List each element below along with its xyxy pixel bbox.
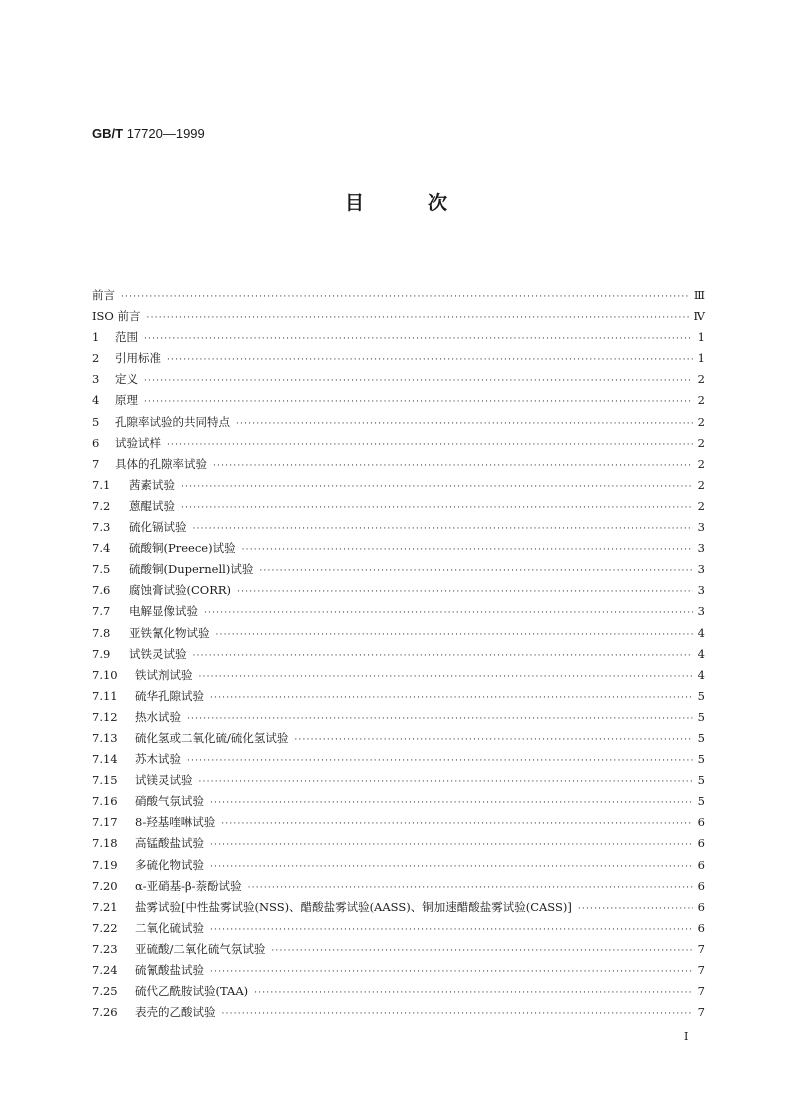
dot-leader — [210, 798, 693, 808]
toc-entry-title: 孔隙率试验的共同特点 — [115, 414, 230, 429]
toc-entry-title: 硫化镉试验 — [129, 520, 187, 535]
toc-entry-title: 二氧化硫试验 — [135, 920, 204, 935]
toc-entry[interactable] — [92, 435, 705, 456]
dot-leader — [193, 524, 694, 534]
dot-leader — [294, 735, 693, 745]
dot-leader — [210, 862, 693, 872]
toc-entry-number: 7.2 — [92, 498, 111, 513]
toc-entry[interactable] — [92, 603, 705, 624]
toc-entry-page: Ⅳ — [693, 309, 705, 324]
toc-entry[interactable] — [92, 287, 705, 308]
toc-entry-page: 4 — [697, 646, 705, 661]
toc-entry-page: 3 — [697, 562, 705, 577]
toc-entry-title: 试镁灵试验 — [135, 773, 193, 788]
toc-entry[interactable] — [92, 899, 705, 920]
dot-leader — [193, 651, 694, 661]
toc-entry-title: 定义 — [115, 372, 138, 387]
toc-entry[interactable] — [92, 920, 705, 941]
toc-entry-page: 3 — [697, 520, 705, 535]
toc-entry-page: 2 — [697, 372, 705, 387]
toc-entry-title: 腐蚀膏试验(CORR) — [129, 583, 232, 598]
toc-entry-page: 2 — [697, 498, 705, 513]
dot-leader — [181, 503, 693, 513]
toc-entry-page: 5 — [697, 773, 705, 788]
toc-entry[interactable] — [92, 308, 705, 329]
dot-leader — [210, 925, 693, 935]
toc-entry-number: 7.12 — [92, 709, 118, 724]
dot-leader — [121, 292, 690, 302]
toc-entry[interactable] — [92, 793, 705, 814]
dot-leader — [210, 840, 693, 850]
toc-entry[interactable] — [92, 477, 705, 498]
dot-leader — [187, 756, 693, 766]
toc-entry-title: 铁试剂试验 — [135, 667, 193, 682]
toc-entry-number: 7.26 — [92, 1005, 118, 1020]
toc-entry-title: 苏木试验 — [135, 752, 181, 767]
toc-entry-number: 7.17 — [92, 815, 118, 830]
dot-leader — [242, 545, 693, 555]
toc-entry-number: 7.25 — [92, 984, 118, 999]
toc-entry-number: 7.3 — [92, 520, 111, 535]
toc-entry-number: 7.18 — [92, 836, 118, 851]
toc-entry-title: 试验试样 — [115, 435, 161, 450]
dot-leader — [204, 608, 693, 618]
toc-entry-title: 具体的孔隙率试验 — [115, 456, 207, 471]
dot-leader — [216, 630, 694, 640]
toc-entry-page: 6 — [697, 836, 705, 851]
toc-entry[interactable] — [92, 962, 705, 983]
standard-number: 17720—1999 — [126, 126, 205, 141]
toc-entry-title: 硫酸铜(Dupernell)试验 — [129, 562, 254, 577]
dot-leader — [222, 1009, 694, 1019]
dot-leader — [199, 672, 694, 682]
toc-entry-number: 7.7 — [92, 604, 111, 619]
toc-entry-title: 原理 — [115, 393, 138, 408]
toc-entry-page: 4 — [697, 667, 705, 682]
toc-entry[interactable] — [92, 878, 705, 899]
toc-entry[interactable] — [92, 667, 705, 688]
toc-entry-number: 7.16 — [92, 794, 118, 809]
toc-entry-page: 4 — [697, 625, 705, 640]
toc-entry-number: 7.4 — [92, 541, 111, 556]
toc-entry-title: 引用标准 — [115, 351, 161, 366]
toc-entry-title: 表壳的乙酸试验 — [135, 1005, 216, 1020]
dot-leader — [144, 397, 693, 407]
dot-leader — [213, 461, 693, 471]
toc-entry-number: 7.22 — [92, 920, 118, 935]
toc-heading — [0, 188, 792, 218]
toc-entry-page: 5 — [697, 752, 705, 767]
toc-entry-page: 1 — [697, 330, 705, 345]
toc-entry[interactable] — [92, 814, 705, 835]
toc-entry-title: 亚硫酸/二氧化硫气氛试验 — [135, 941, 266, 956]
toc-entry[interactable] — [92, 688, 705, 709]
toc-entry[interactable] — [92, 857, 705, 878]
toc-entry-page: 3 — [697, 604, 705, 619]
toc-entry-title: 蒽醌试验 — [129, 498, 175, 513]
toc-entry-page: 7 — [697, 941, 705, 956]
dot-leader — [199, 777, 694, 787]
toc-entry[interactable] — [92, 392, 705, 413]
toc-entry-page: 5 — [697, 709, 705, 724]
toc-entry-title: 硫华孔隙试验 — [135, 688, 204, 703]
dot-leader — [236, 419, 693, 429]
toc-entry-title: 茜素试验 — [129, 477, 175, 492]
dot-leader — [271, 946, 693, 956]
toc-entry[interactable] — [92, 983, 705, 1004]
toc-entry[interactable] — [92, 941, 705, 962]
toc-entry[interactable] — [92, 540, 705, 561]
toc-entry-number: 4 — [92, 393, 100, 408]
toc-entry-number: 7.19 — [92, 857, 118, 872]
dot-leader — [181, 482, 693, 492]
toc-entry-page: 2 — [697, 435, 705, 450]
toc-entry-page: 1 — [697, 351, 705, 366]
toc-entry-page: 2 — [697, 477, 705, 492]
toc-entry-page: 5 — [697, 730, 705, 745]
toc-entry-page: 3 — [697, 583, 705, 598]
toc-entry-title: 硫化氢或二氧化硫/硫化氢试验 — [135, 730, 289, 745]
dot-leader — [144, 334, 693, 344]
toc-entry-number: 7.8 — [92, 625, 111, 640]
toc-entry-title: α-亚硝基-β-萘酚试验 — [135, 878, 242, 893]
toc-entry-number: 7.24 — [92, 963, 118, 977]
toc-entry-page: 5 — [697, 688, 705, 703]
toc-entry[interactable] — [92, 561, 705, 582]
toc-entry-title: 试铁灵试验 — [129, 646, 187, 661]
dot-leader — [210, 967, 693, 977]
toc-entry-number: 7.20 — [92, 878, 118, 893]
toc-entry-number: 7.15 — [92, 773, 118, 788]
toc-entry[interactable] — [92, 625, 705, 646]
toc-entry-page: 6 — [697, 857, 705, 872]
toc-entry[interactable] — [92, 371, 705, 392]
toc-entry-page: 6 — [697, 878, 705, 893]
toc-entry[interactable] — [92, 835, 705, 856]
toc-entry[interactable] — [92, 414, 705, 435]
toc-entry[interactable] — [92, 709, 705, 730]
toc-entry-number: 7.9 — [92, 646, 111, 661]
toc-entry[interactable] — [92, 730, 705, 751]
toc-entry-title: 盐雾试验[中性盐雾试验(NSS)、醋酸盐雾试验(AASS)、铜加速醋酸盐雾试验(CASS)] — [135, 899, 572, 914]
toc-entry[interactable] — [92, 350, 705, 371]
toc-entry-title: 多硫化物试验 — [135, 857, 204, 872]
dot-leader — [254, 988, 693, 998]
dot-leader — [248, 883, 693, 893]
toc-heading-char-2: 次 — [428, 192, 448, 214]
toc-entry-page: 6 — [697, 815, 705, 830]
toc-entry[interactable] — [92, 1004, 705, 1025]
toc-entry-page: 6 — [697, 920, 705, 935]
toc-entry-number: 7.11 — [92, 688, 118, 703]
toc-entry-number: 6 — [92, 435, 100, 450]
dot-leader — [167, 355, 693, 365]
toc-entry-number: 3 — [92, 372, 100, 387]
toc-entry-number: 7.5 — [92, 562, 111, 577]
toc-entry[interactable] — [92, 329, 705, 350]
dot-leader — [210, 693, 693, 703]
toc-entry-page: 3 — [697, 541, 705, 556]
dot-leader — [221, 819, 693, 829]
table-of-contents — [92, 287, 705, 1025]
toc-heading-char-1: 目 — [345, 192, 365, 214]
toc-entry-title: 硫酸铜(Preece)试验 — [129, 541, 236, 556]
toc-entry-page: Ⅲ — [693, 288, 705, 302]
toc-entry-number: 7.6 — [92, 583, 111, 598]
toc-entry-title: 电解显像试验 — [129, 604, 198, 619]
toc-entry-page: 7 — [697, 984, 705, 999]
toc-entry-page: 6 — [697, 899, 705, 914]
toc-entry-number: 7.23 — [92, 941, 118, 956]
toc-entry-title: 硫氰酸盐试验 — [135, 963, 204, 977]
toc-entry-title: 硫代乙酰胺试验(TAA) — [135, 984, 249, 999]
dot-leader — [259, 566, 693, 576]
toc-entry[interactable] — [92, 772, 705, 793]
dot-leader — [187, 714, 693, 724]
toc-entry[interactable] — [92, 646, 705, 667]
toc-entry[interactable] — [92, 519, 705, 540]
toc-entry-number: 5 — [92, 414, 100, 429]
toc-entry-number: 1 — [92, 330, 100, 345]
toc-entry-title: 8-羟基喹啉试验 — [135, 815, 216, 830]
toc-entry-number: 7 — [92, 456, 100, 471]
toc-entry-title: 高锰酸盐试验 — [135, 836, 204, 851]
toc-entry-page: 2 — [697, 393, 705, 408]
toc-entry-title: 范围 — [115, 330, 138, 345]
toc-entry-number: 7.1 — [92, 477, 111, 492]
standard-prefix: GB/T — [92, 126, 124, 141]
toc-entry[interactable] — [92, 582, 705, 603]
toc-entry-page: 2 — [697, 456, 705, 471]
toc-entry-title: 亚铁氰化物试验 — [129, 625, 210, 640]
toc-entry-page: 5 — [697, 794, 705, 809]
toc-entry-title: 硝酸气氛试验 — [135, 794, 204, 809]
dot-leader — [144, 376, 693, 386]
toc-entry-title: ISO 前言 — [92, 309, 141, 324]
toc-entry[interactable] — [92, 456, 705, 477]
toc-entry[interactable] — [92, 498, 705, 519]
dot-leader — [167, 440, 693, 450]
dot-leader — [147, 313, 690, 323]
toc-entry-number: 7.10 — [92, 667, 118, 682]
toc-entry-number: 7.21 — [92, 899, 118, 914]
dot-leader — [578, 904, 693, 914]
toc-entry[interactable] — [92, 751, 705, 772]
dot-leader — [237, 587, 693, 597]
toc-entry-page: 7 — [697, 963, 705, 977]
page-folio: I — [684, 1030, 689, 1043]
toc-entry-number: 7.14 — [92, 752, 118, 767]
toc-entry-number: 2 — [92, 351, 100, 366]
toc-entry-page: 7 — [697, 1005, 705, 1020]
toc-entry-number: 7.13 — [92, 730, 118, 745]
toc-entry-page: 2 — [697, 414, 705, 429]
toc-entry-title: 热水试验 — [135, 709, 181, 724]
standard-code — [92, 126, 205, 141]
toc-entry-title: 前言 — [92, 288, 115, 302]
